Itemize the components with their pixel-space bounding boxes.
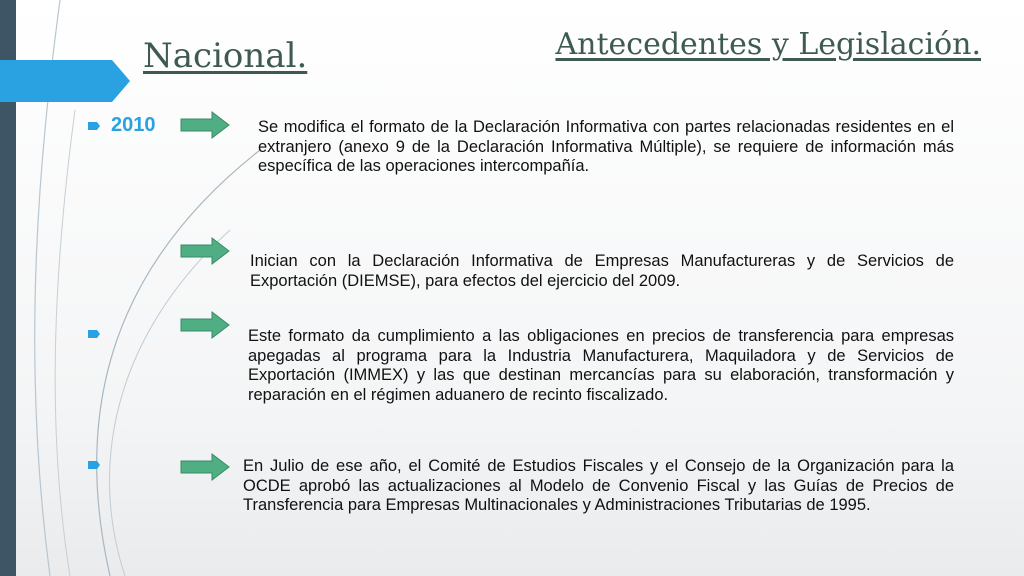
paragraph-declaracion-informativa: Se modifica el formato de la Declaración Informativa con partes relacionadas residentes en el extranjero (anexo 9 de la Declaración Informativa Múltiple), se requiere de información más específica de las operaciones intercompañía. (258, 118, 954, 175)
arrow-right-icon (180, 311, 230, 339)
main-title: Antecedentes y Legislación. (555, 27, 981, 62)
arrow-right-icon (180, 453, 230, 481)
bullet-icon (88, 330, 100, 338)
paragraph-ocde: En Julio de ese año, el Comité de Estudios Fiscales y el Consejo de la Organización para la OCDE aprobó las actualizaciones al Modelo de Convenio Fiscal y las Guías de Precios de Transferencia para Empresas Multinacionales y Administraciones Tributarias de 1995. (243, 457, 954, 514)
year-label: 2010 (111, 114, 156, 136)
paragraph-immex: Este formato da cumplimiento a las obligaciones en precios de transferencia para empresas apegadas al programa para la Industria Manufacturera, Maquiladora y de Servicios de Exportación (IMMEX) y las que destinan mercancías para su elaboración, transformación y reparación en el régimen aduanero de recinto fiscalizado. (248, 327, 954, 404)
title-banner (0, 60, 130, 102)
paragraph-diemse: Inician con la Declaración Informativa de Empresas Manufactureras y de Servicios de Exportación (DIEMSE), para efectos del ejercicio del 2009. (250, 252, 954, 290)
bullet-icon (88, 461, 100, 469)
arrow-right-icon (180, 111, 230, 139)
arrow-right-icon (180, 237, 230, 265)
bullet-icon (88, 122, 100, 130)
section-title: Nacional. (143, 36, 308, 76)
